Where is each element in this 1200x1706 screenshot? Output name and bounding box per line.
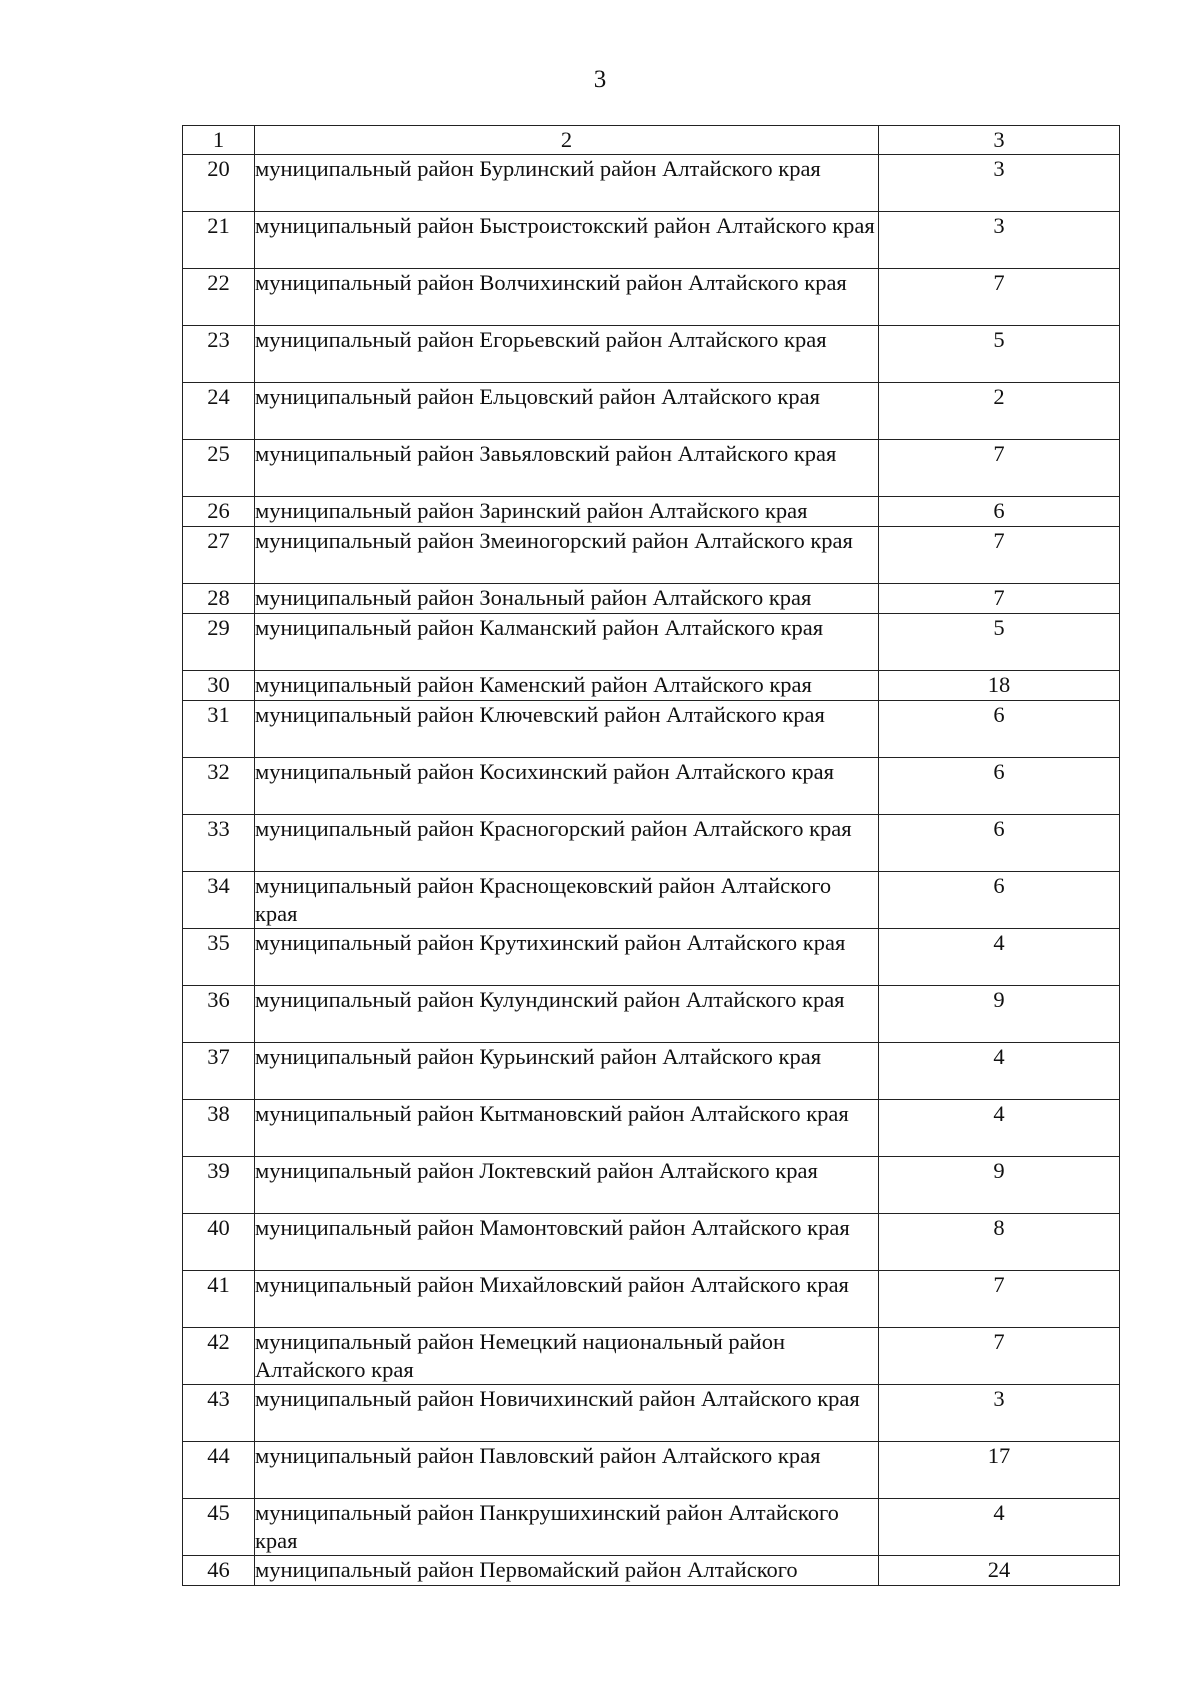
district-name-cell: муниципальный район Бурлинский район Алтайского края [255,155,879,212]
header-cell-name: 2 [255,126,879,155]
value-cell: 24 [879,1556,1120,1586]
value-cell: 3 [879,212,1120,269]
district-name-cell: муниципальный район Первомайский район Алтайского [255,1556,879,1586]
district-name-cell: муниципальный район Ключевский район Алтайского края [255,701,879,758]
table-row [183,986,1120,1043]
value-cell: 9 [879,986,1120,1043]
row-number-cell: 22 [183,269,255,326]
row-number-cell: 21 [183,212,255,269]
district-name-cell: муниципальный район Новичихинский район Алтайского края [255,1385,879,1442]
row-number-cell: 35 [183,929,255,986]
table-row [183,1442,1120,1499]
row-number-cell: 30 [183,671,255,701]
table-row [183,1385,1120,1442]
table-row [183,815,1120,872]
value-cell: 4 [879,1043,1120,1100]
table-row [183,1328,1120,1385]
value-cell: 18 [879,671,1120,701]
table-row [183,872,1120,929]
value-cell: 7 [879,440,1120,497]
table-row [183,269,1120,326]
table-row [183,671,1120,701]
district-name-cell: муниципальный район Завьяловский район Алтайского края [255,440,879,497]
row-number-cell: 33 [183,815,255,872]
district-name-cell: муниципальный район Быстроистокский район Алтайского края [255,212,879,269]
row-number-cell: 44 [183,1442,255,1499]
table-row [183,383,1120,440]
value-cell: 9 [879,1157,1120,1214]
table-row [183,440,1120,497]
district-name-cell: муниципальный район Заринский район Алтайского края [255,497,879,527]
row-number-cell: 26 [183,497,255,527]
table-row [183,1043,1120,1100]
value-cell: 4 [879,929,1120,986]
row-number-cell: 38 [183,1100,255,1157]
row-number-cell: 43 [183,1385,255,1442]
row-number-cell: 23 [183,326,255,383]
table-row [183,1271,1120,1328]
district-name-cell: муниципальный район Крутихинский район Алтайского края [255,929,879,986]
row-number-cell: 40 [183,1214,255,1271]
row-number-cell: 32 [183,758,255,815]
value-cell: 3 [879,1385,1120,1442]
row-number-cell: 36 [183,986,255,1043]
value-cell: 6 [879,701,1120,758]
table-row [183,1214,1120,1271]
value-cell: 7 [879,584,1120,614]
row-number-cell: 34 [183,872,255,929]
district-name-cell: муниципальный район Егорьевский район Алтайского края [255,326,879,383]
table-row [183,1499,1120,1556]
value-cell: 7 [879,1328,1120,1385]
table-row [183,701,1120,758]
table-row [183,584,1120,614]
district-name-cell: муниципальный район Косихинский район Алтайского края [255,758,879,815]
district-name-cell: муниципальный район Калманский район Алтайского края [255,614,879,671]
table-row [183,1556,1120,1586]
row-number-cell: 41 [183,1271,255,1328]
row-number-cell: 42 [183,1328,255,1385]
row-number-cell: 29 [183,614,255,671]
value-cell: 4 [879,1499,1120,1556]
row-number-cell: 27 [183,527,255,584]
district-name-cell: муниципальный район Кытмановский район Алтайского края [255,1100,879,1157]
value-cell: 7 [879,1271,1120,1328]
table-row [183,929,1120,986]
row-number-cell: 24 [183,383,255,440]
district-name-cell: муниципальный район Павловский район Алтайского края [255,1442,879,1499]
table-row [183,1100,1120,1157]
value-cell: 5 [879,614,1120,671]
row-number-cell: 31 [183,701,255,758]
district-name-cell: муниципальный район Кулундинский район Алтайского края [255,986,879,1043]
row-number-cell: 28 [183,584,255,614]
row-number-cell: 39 [183,1157,255,1214]
district-name-cell: муниципальный район Зональный район Алтайского края [255,584,879,614]
value-cell: 6 [879,872,1120,929]
row-number-cell: 25 [183,440,255,497]
district-name-cell: муниципальный район Мамонтовский район Алтайского края [255,1214,879,1271]
page-number: 3 [593,66,607,93]
table-header-row [183,126,1120,155]
value-cell: 2 [879,383,1120,440]
table-row [183,758,1120,815]
header-cell-value: 3 [879,126,1120,155]
table-row [183,155,1120,212]
district-name-cell: муниципальный район Змеиногорский район Алтайского края [255,527,879,584]
value-cell: 5 [879,326,1120,383]
row-number-cell: 37 [183,1043,255,1100]
value-cell: 7 [879,269,1120,326]
district-name-cell: муниципальный район Михайловский район Алтайского края [255,1271,879,1328]
row-number-cell: 45 [183,1499,255,1556]
table-row [183,527,1120,584]
districts-table [182,125,1120,1586]
table-row [183,614,1120,671]
value-cell: 8 [879,1214,1120,1271]
table-row [183,497,1120,527]
district-name-cell: муниципальный район Краснощековский район Алтайского края [255,872,879,929]
district-name-cell: муниципальный район Красногорский район Алтайского края [255,815,879,872]
district-name-cell: муниципальный район Ельцовский район Алтайского края [255,383,879,440]
row-number-cell: 20 [183,155,255,212]
value-cell: 6 [879,758,1120,815]
value-cell: 4 [879,1100,1120,1157]
value-cell: 6 [879,497,1120,527]
value-cell: 17 [879,1442,1120,1499]
table-row [183,212,1120,269]
district-name-cell: муниципальный район Волчихинский район Алтайского края [255,269,879,326]
district-name-cell: муниципальный район Локтевский район Алтайского края [255,1157,879,1214]
table-row [183,326,1120,383]
district-name-cell: муниципальный район Курьинский район Алтайского края [255,1043,879,1100]
value-cell: 7 [879,527,1120,584]
value-cell: 3 [879,155,1120,212]
value-cell: 6 [879,815,1120,872]
row-number-cell: 46 [183,1556,255,1586]
header-cell-number: 1 [183,126,255,155]
district-name-cell: муниципальный район Каменский район Алтайского края [255,671,879,701]
district-name-cell: муниципальный район Панкрушихинский район Алтайского края [255,1499,879,1556]
district-name-cell: муниципальный район Немецкий национальный район Алтайского края [255,1328,879,1385]
table-row [183,1157,1120,1214]
